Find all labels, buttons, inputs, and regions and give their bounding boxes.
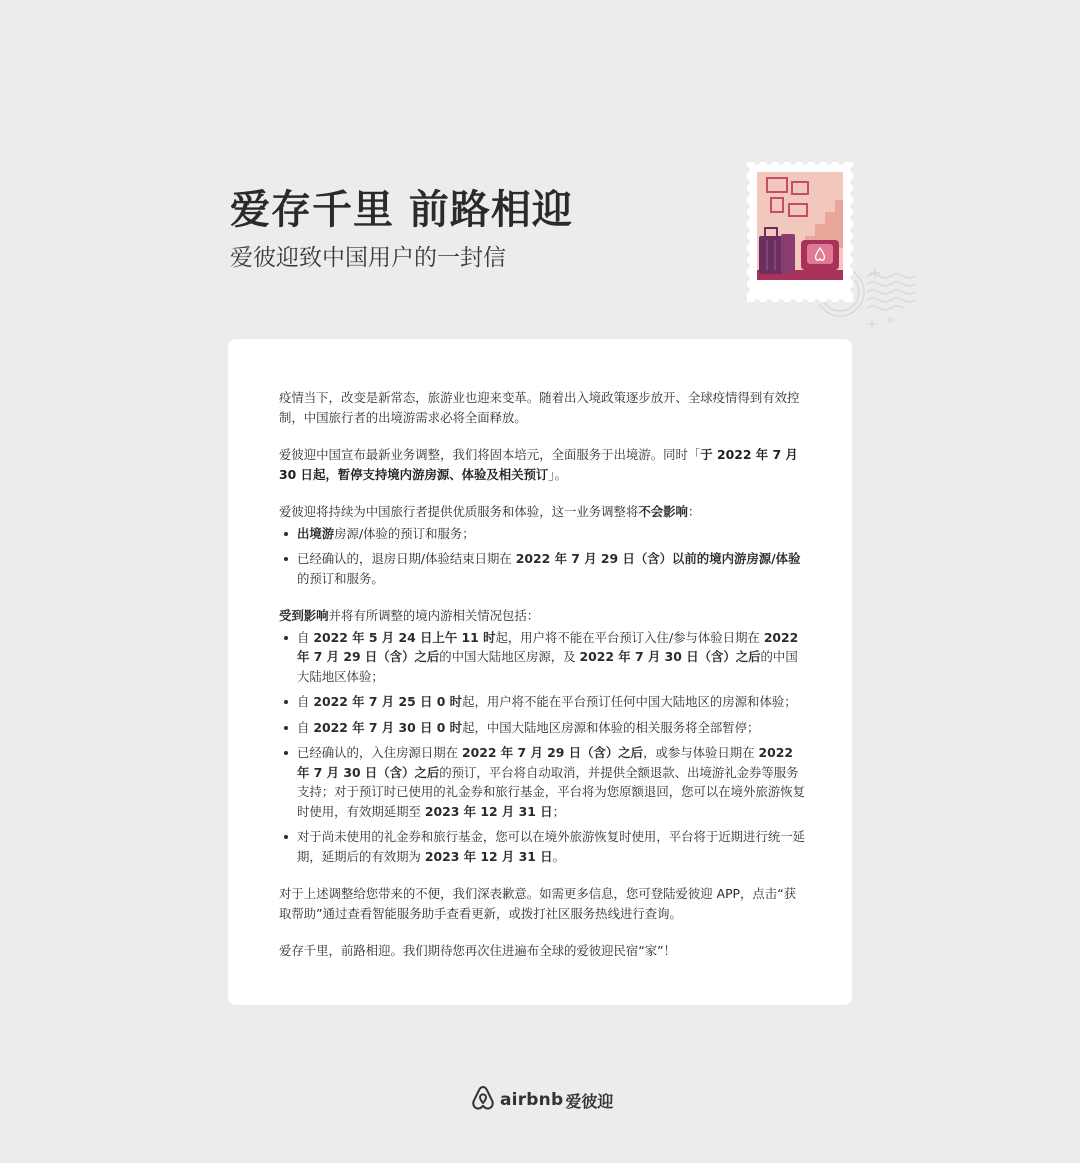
brand-name-en: airbnb [500, 1090, 564, 1110]
letter-header [230, 186, 573, 274]
paragraph-text: 对于上述调整给您带来的不便，我们深表歉意。如需更多信息，您可登陆爱彼迎 APP，点击“获取帮助”通过查看智能服务助手查看更新，或拨打社区服务热线进行查询。 [279, 886, 797, 921]
paragraph-text: 爱存千里，前路相迎。我们期待您再次住进遍布全球的爱彼迎民宿“家”！ [279, 943, 676, 958]
unaffected-lead [279, 502, 807, 522]
paragraph-text: 起，中国大陆地区房源和体验的相关服务将全部暂停； [462, 719, 760, 735]
affected-lead [279, 606, 807, 626]
paragraph-highlight: 2022 年 7 月 30 日 0 时 [313, 719, 463, 735]
paragraph-text: 自 [297, 694, 314, 709]
paragraph-text: 的中国大陆地区体验； [297, 649, 798, 684]
letter-body [279, 388, 807, 979]
paragraph-text: 的中国大陆地区房源，及 [439, 649, 580, 664]
paragraph-intro [279, 388, 807, 427]
paragraph-highlight: 2022 年 7 月 30 日（含）之后 [579, 649, 761, 664]
paragraph-highlight: 受到影响 [279, 608, 329, 623]
airbnb-belo-icon [471, 1085, 495, 1115]
paragraph-text: 起，用户将不能在平台预订入住/参与体验日期在 [495, 629, 764, 645]
list-item [279, 718, 807, 738]
travel-stamp-icon [745, 160, 920, 330]
paragraph-text: 爱彼迎将持续为中国旅行者提供优质服务和体验，这一业务调整将 [279, 504, 639, 519]
paragraph-highlight: 2022 年 7 月 30 日（含）之后 [297, 745, 794, 780]
paragraph-text: 并将有所调整的境内游相关情况包括： [328, 608, 540, 623]
letter-card [228, 339, 852, 1005]
paragraph-announcement [279, 445, 807, 484]
paragraph-highlight: 2023 年 12 月 31 日 [424, 848, 553, 864]
list-item [279, 692, 807, 712]
paragraph-text: 已经确认的，入住房源日期在 [297, 745, 463, 760]
list-item [279, 549, 807, 588]
paragraph-text: 的预订和服务。 [297, 570, 384, 586]
paragraph-highlight: 2022 年 7 月 29 日（含）以前的境内游房源/体验 [515, 551, 801, 566]
unaffected-section [279, 502, 807, 588]
paragraph-highlight: 2022 年 7 月 29 日（含）之后 [462, 745, 644, 760]
list-item [279, 743, 807, 821]
paragraph-text: 」。 [548, 466, 567, 482]
paragraph-text: 已经确认的，退房日期/体验结束日期在 [297, 551, 516, 566]
paragraph-text: 。 [552, 848, 565, 864]
affected-list [279, 628, 807, 867]
paragraph-highlight: 2022 年 7 月 25 日 0 时 [313, 694, 463, 709]
paragraph-text: 的预订，平台将自动取消，并提供全额退款、出境游礼金券等服务支持；对于预订时已使用的礼金券和旅行基金，平台将为您原额退回，您可以在境外旅游恢复时使用，有效期延期至 [297, 764, 806, 819]
paragraph-text: 爱彼迎中国宣布最新业务调整，我们将固本培元，全面服务于出境游。同时「 [279, 447, 701, 462]
paragraph-apology [279, 884, 807, 923]
paragraph-highlight: 于 2022 年 7 月 30 日起，暂停支持境内游房源、体验及相关预订 [279, 447, 798, 482]
paragraph-text: 自 [297, 629, 314, 645]
paragraph-highlight: 2023 年 12 月 31 日 [424, 803, 553, 819]
paragraph-text: 起，用户将不能在平台预订任何中国大陆地区的房源和体验； [462, 694, 797, 709]
page-subtitle: 爱彼迎致中国用户的一封信 [230, 245, 506, 271]
list-item [279, 827, 807, 866]
unaffected-list [279, 524, 807, 589]
paragraph-text: 疫情当下，改变是新常态，旅游业也迎来变革。随着出入境政策逐步放开、全球疫情得到有效控制，中国旅行者的出境游需求必将全面释放。 [279, 390, 800, 425]
airbnb-logo [471, 1086, 613, 1114]
paragraph-text: ： [687, 504, 701, 519]
paragraph-text: 自 [297, 719, 314, 735]
paragraph-text: ； [552, 803, 565, 819]
paragraph-highlight: 2022 年 7 月 29 日（含）之后 [297, 629, 799, 664]
paragraph-closing [279, 941, 807, 961]
list-item [279, 524, 807, 544]
page-title: 爱存千里 前路相迎 [230, 187, 573, 233]
paragraph-highlight: 2022 年 5 月 24 日上午 11 时 [313, 629, 496, 645]
paragraph-text: 房源/体验的预订和服务； [334, 525, 475, 541]
paragraph-text: ，或参与体验日期在 [643, 745, 759, 760]
brand-name-cn: 爱彼迎 [565, 1091, 614, 1111]
paragraph-highlight: 出境游 [297, 525, 335, 541]
paragraph-highlight: 不会影响 [638, 504, 688, 519]
paragraph-text: 对于尚未使用的礼金券和旅行基金，您可以在境外旅游恢复时使用，平台将于近期进行统一延期，延期后的有效期为 [297, 829, 806, 864]
list-item [279, 628, 807, 687]
affected-section [279, 606, 807, 866]
